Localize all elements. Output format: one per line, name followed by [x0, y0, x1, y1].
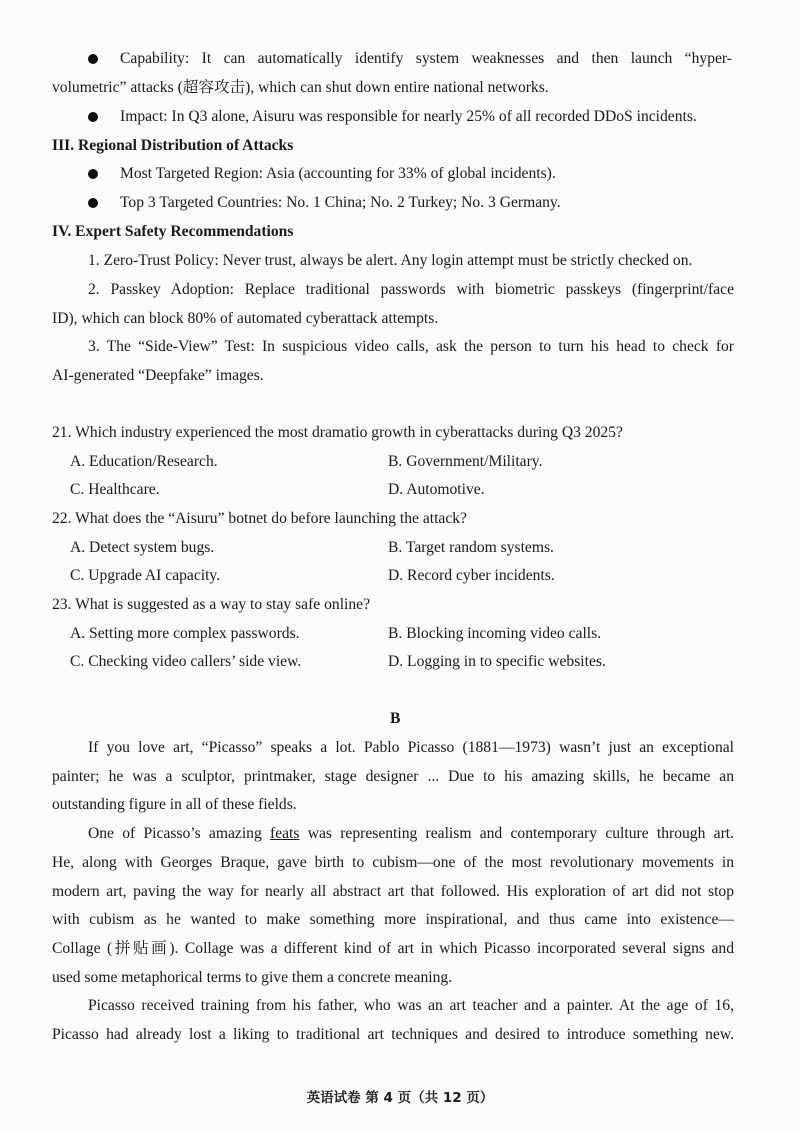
- capability-line-1: Capability: It can automatically identify system weaknesses and then launch “hyper-: [120, 50, 732, 67]
- question-22-stem: 22. What does the “Aisuru” botnet do before launching the attack?: [52, 510, 467, 527]
- question-22-option-d[interactable]: D. Record cyber incidents.: [388, 567, 555, 584]
- question-22-option-a[interactable]: A. Detect system bugs.: [70, 539, 215, 556]
- recommendation-1: 1. Zero-Trust Policy: Never trust, always be alert. Any login attempt must be strictly checked on.: [88, 252, 693, 269]
- capability-line-2: volumetric” attacks (超容攻击), which can shut down entire national networks.: [52, 79, 549, 96]
- recommendation-2-line-2: ID), which can block 80% of automated cyberattack attempts.: [52, 310, 439, 327]
- passage-b-p1-line-1: If you love art, “Picasso” speaks a lot. Pablo Picasso (1881—1973) wasn’t just an exceptional: [88, 739, 734, 756]
- bullet-dot-icon: [88, 198, 98, 208]
- impact-line: Impact: In Q3 alone, Aisuru was responsible for nearly 25% of all recorded DDoS incidents.: [120, 108, 697, 125]
- passage-b-p2-line-1: [88, 824, 734, 844]
- bullet-dot-icon: [88, 169, 98, 179]
- question-23-option-c[interactable]: C. Checking video callers’ side view.: [70, 653, 302, 670]
- countries-line: Top 3 Targeted Countries: No. 1 China; No. 2 Turkey; No. 3 Germany.: [120, 194, 561, 211]
- section-3-heading: III. Regional Distribution of Attacks: [52, 137, 294, 154]
- passage-b-p2-line-2: He, along with Georges Braque, gave birth to cubism—one of the most revolutionary movements in: [52, 854, 734, 871]
- passage-b-p3-line-1: Picasso received training from his father, who was an art teacher and a painter. At the age of 16,: [88, 997, 734, 1014]
- region-line: Most Targeted Region: Asia (accounting for 33% of global incidents).: [120, 165, 556, 182]
- passage-text: was representing realism and contemporary culture through art.: [299, 825, 734, 842]
- passage-b-p2-line-3: modern art, paving the way for nearly all abstract art that followed. His exploration of art did not stop: [52, 883, 734, 900]
- question-23-stem: 23. What is suggested as a way to stay safe online?: [52, 596, 371, 613]
- question-22-option-c[interactable]: C. Upgrade AI capacity.: [70, 567, 221, 584]
- recommendation-3-line-2: AI-generated “Deepfake” images.: [52, 367, 264, 384]
- passage-b-p2-line-5: Collage (拼贴画). Collage was a different kind of art in which Picasso incorporated several signs and: [52, 940, 734, 957]
- bullet-dot-icon: [88, 54, 98, 64]
- passage-b-label: B: [390, 710, 401, 727]
- question-23-option-b[interactable]: B. Blocking incoming video calls.: [388, 625, 602, 642]
- passage-b-p3-line-2: Picasso had already lost a liking to traditional art techniques and desired to introduce something new.: [52, 1026, 734, 1043]
- passage-b-p1-line-2: painter; he was a sculptor, printmaker, stage designer ... Due to his amazing skills, he became an: [52, 768, 734, 785]
- question-23-option-a[interactable]: A. Setting more complex passwords.: [70, 625, 300, 642]
- passage-text: One of Picasso’s amazing: [88, 825, 271, 842]
- page-footer: 英语试卷 第 4 页（共 12 页）: [306, 1090, 494, 1106]
- passage-b-p2-line-4: with cubism as he wanted to make something more inspirational, and thus came into existence—: [52, 911, 734, 928]
- question-21-option-d[interactable]: D. Automotive.: [388, 481, 485, 498]
- bullet-dot-icon: [88, 112, 98, 122]
- question-22-option-b[interactable]: B. Target random systems.: [388, 539, 554, 556]
- question-21-stem: 21. Which industry experienced the most dramatio growth in cyberattacks during Q3 2025?: [52, 424, 623, 441]
- passage-b-p1-line-3: outstanding figure in all of these fields.: [52, 796, 297, 813]
- recommendation-3-line-1: 3. The “Side-View” Test: In suspicious video calls, ask the person to turn his head to check for: [88, 338, 734, 355]
- question-21-option-a[interactable]: A. Education/Research.: [70, 453, 218, 470]
- question-23-option-d[interactable]: D. Logging in to specific websites.: [388, 653, 606, 670]
- section-4-heading: IV. Expert Safety Recommendations: [52, 223, 294, 240]
- recommendation-2-line-1: 2. Passkey Adoption: Replace traditional passwords with biometric passkeys (fingerprint/face: [88, 281, 734, 298]
- underlined-word-feats: feats: [270, 825, 300, 842]
- question-21-option-b[interactable]: B. Government/Military.: [388, 453, 543, 470]
- question-21-option-c[interactable]: C. Healthcare.: [70, 481, 160, 498]
- passage-b-p2-line-6: used some metaphorical terms to give them a concrete meaning.: [52, 969, 453, 986]
